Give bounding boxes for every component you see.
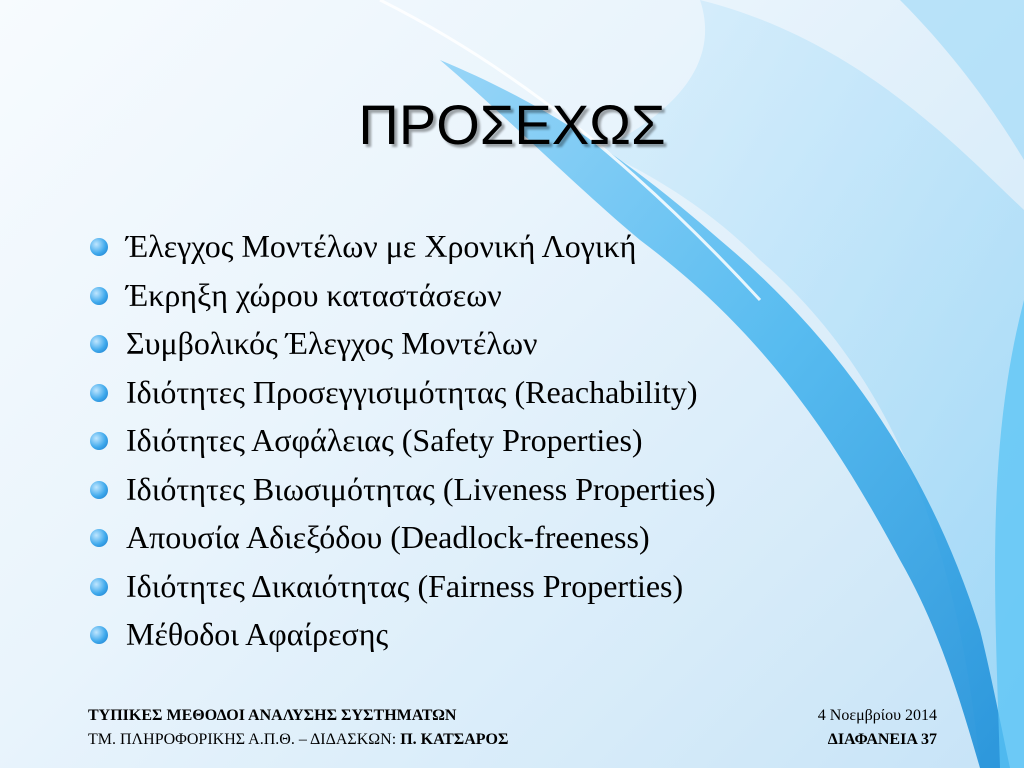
bullet-dot-icon: [90, 335, 108, 353]
bullet-dot-icon: [90, 626, 108, 644]
bullet-text: Ιδιότητες Δικαιότητας (Fairness Properties): [126, 567, 684, 604]
footer-date: 4 Νοεμβρίου 2014: [817, 707, 937, 724]
footer-right: [818, 704, 937, 752]
bullet-list: [90, 222, 716, 659]
slide-title: ΠΡΟΣΕΧΩΣ: [358, 93, 666, 156]
list-item: [90, 319, 716, 368]
footer-slide-number: ΔΙΑΦΑΝΕΙΑ 37: [827, 731, 937, 748]
list-item: [90, 513, 716, 562]
bullet-text: Απουσία Αδιεξόδου (Deadlock-freeness): [126, 519, 650, 555]
footer-department: [88, 728, 508, 752]
bullet-dot-icon: [90, 287, 108, 305]
footer-department-prefix: ΤΜ. ΠΛΗΡΟΦΟΡΙΚΗΣ Α.Π.Θ. – ΔΙΔΑΣΚΩΝ:: [88, 731, 401, 748]
footer-left: [88, 704, 508, 752]
bullet-text: Έκρηξη χώρου καταστάσεων: [126, 276, 502, 313]
list-item: [90, 465, 716, 514]
bullet-dot-icon: [90, 384, 108, 402]
bullet-dot-icon: [90, 481, 108, 499]
list-item: [90, 416, 716, 465]
bullet-text: Μέθοδοι Αφαίρεσης: [126, 616, 389, 652]
list-item: [90, 610, 716, 659]
bullet-text: Ιδιότητες Βιωσιμότητας (Liveness Properties): [126, 470, 716, 507]
footer-course: ΤΥΠΙΚΕΣ ΜΕΘΟΔΟΙ ΑΝΑΛΥΣΗΣ ΣΥΣΤΗΜΑΤΩΝ: [88, 707, 457, 724]
list-item: [90, 271, 716, 320]
list-item: [90, 562, 716, 611]
bullet-text: Ιδιότητες Προσεγγισιμότητας (Reachability): [126, 373, 698, 410]
footer-instructor: Π. ΚΑΤΣΑΡΟΣ: [400, 731, 509, 748]
list-item: [90, 222, 716, 271]
bullet-dot-icon: [90, 578, 108, 596]
list-item: [90, 368, 716, 417]
bullet-text: Συμβολικός Έλεγχος Μοντέλων: [126, 325, 538, 361]
bullet-dot-icon: [90, 238, 108, 256]
bullet-text: Ιδιότητες Ασφάλειας (Safety Properties): [126, 422, 643, 458]
bullet-dot-icon: [90, 529, 108, 547]
bullet-dot-icon: [90, 432, 108, 450]
bullet-text: Έλεγχος Μοντέλων με Χρονική Λογική: [126, 228, 637, 264]
